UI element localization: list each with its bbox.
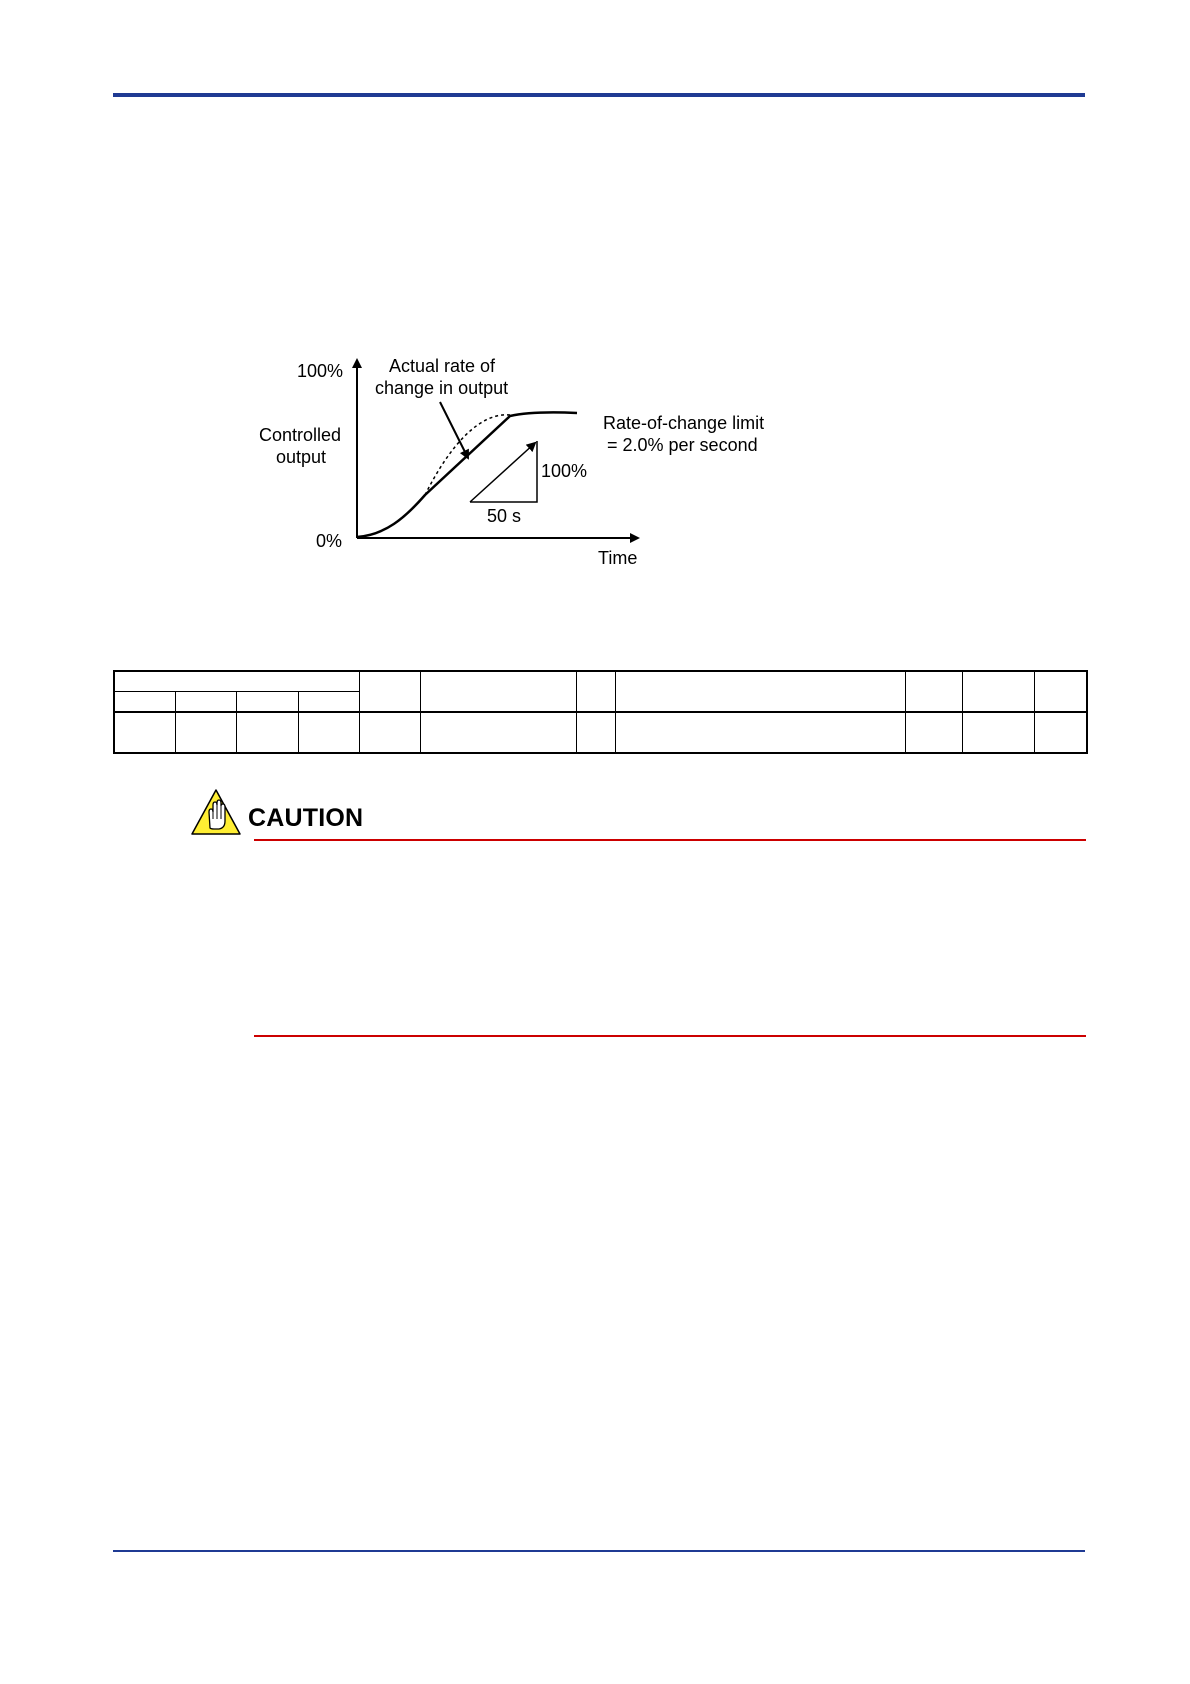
caution-heading bbox=[190, 788, 1090, 838]
table-cell bbox=[576, 671, 615, 712]
table-cell bbox=[236, 692, 298, 713]
table-cell bbox=[420, 712, 576, 753]
table-cell bbox=[905, 712, 962, 753]
caution-label: CAUTION bbox=[248, 804, 364, 832]
y-axis-label-line2: output bbox=[276, 447, 327, 467]
triangle-horizontal-label: 50 s bbox=[487, 506, 522, 526]
table-cell bbox=[298, 712, 359, 753]
limit-label-line1: Rate-of-change limit bbox=[603, 413, 765, 433]
parameter-table bbox=[113, 670, 1088, 754]
table-cell bbox=[905, 671, 962, 712]
table-cell bbox=[420, 671, 576, 712]
table-cell bbox=[114, 712, 175, 753]
table-cell bbox=[615, 671, 905, 712]
y-top-label: 100% bbox=[297, 361, 344, 381]
table-cell bbox=[298, 692, 359, 713]
table-cell bbox=[1034, 671, 1087, 712]
table-cell bbox=[175, 692, 236, 713]
table-cell bbox=[175, 712, 236, 753]
footer-rule bbox=[113, 1550, 1085, 1552]
table-cell bbox=[114, 692, 175, 713]
actual-rate-label-line2: change in output bbox=[375, 378, 509, 398]
triangle-vertical-label: 100% bbox=[541, 461, 588, 481]
table-cell bbox=[962, 671, 1034, 712]
slope-triangle-hypotenuse bbox=[470, 443, 535, 502]
y-bottom-label: 0% bbox=[316, 531, 343, 551]
x-axis-label: Time bbox=[598, 548, 638, 568]
actual-rate-label-line1: Actual rate of bbox=[389, 356, 496, 376]
table-cell bbox=[962, 712, 1034, 753]
caution-rule-bottom bbox=[254, 1035, 1086, 1037]
table-cell bbox=[236, 712, 298, 753]
table-cell bbox=[359, 712, 420, 753]
caution-rule-top bbox=[254, 839, 1086, 841]
hand-warning-icon bbox=[190, 788, 242, 836]
limit-label-line2: = 2.0% per second bbox=[607, 435, 758, 455]
table-cell bbox=[1034, 712, 1087, 753]
table-cell bbox=[114, 671, 359, 692]
table-cell bbox=[615, 712, 905, 753]
rate-of-change-figure bbox=[0, 0, 1190, 600]
y-axis-label-line1: Controlled bbox=[259, 425, 342, 445]
actual-rate-pointer bbox=[440, 402, 468, 458]
table-cell bbox=[359, 671, 420, 712]
table-cell bbox=[576, 712, 615, 753]
